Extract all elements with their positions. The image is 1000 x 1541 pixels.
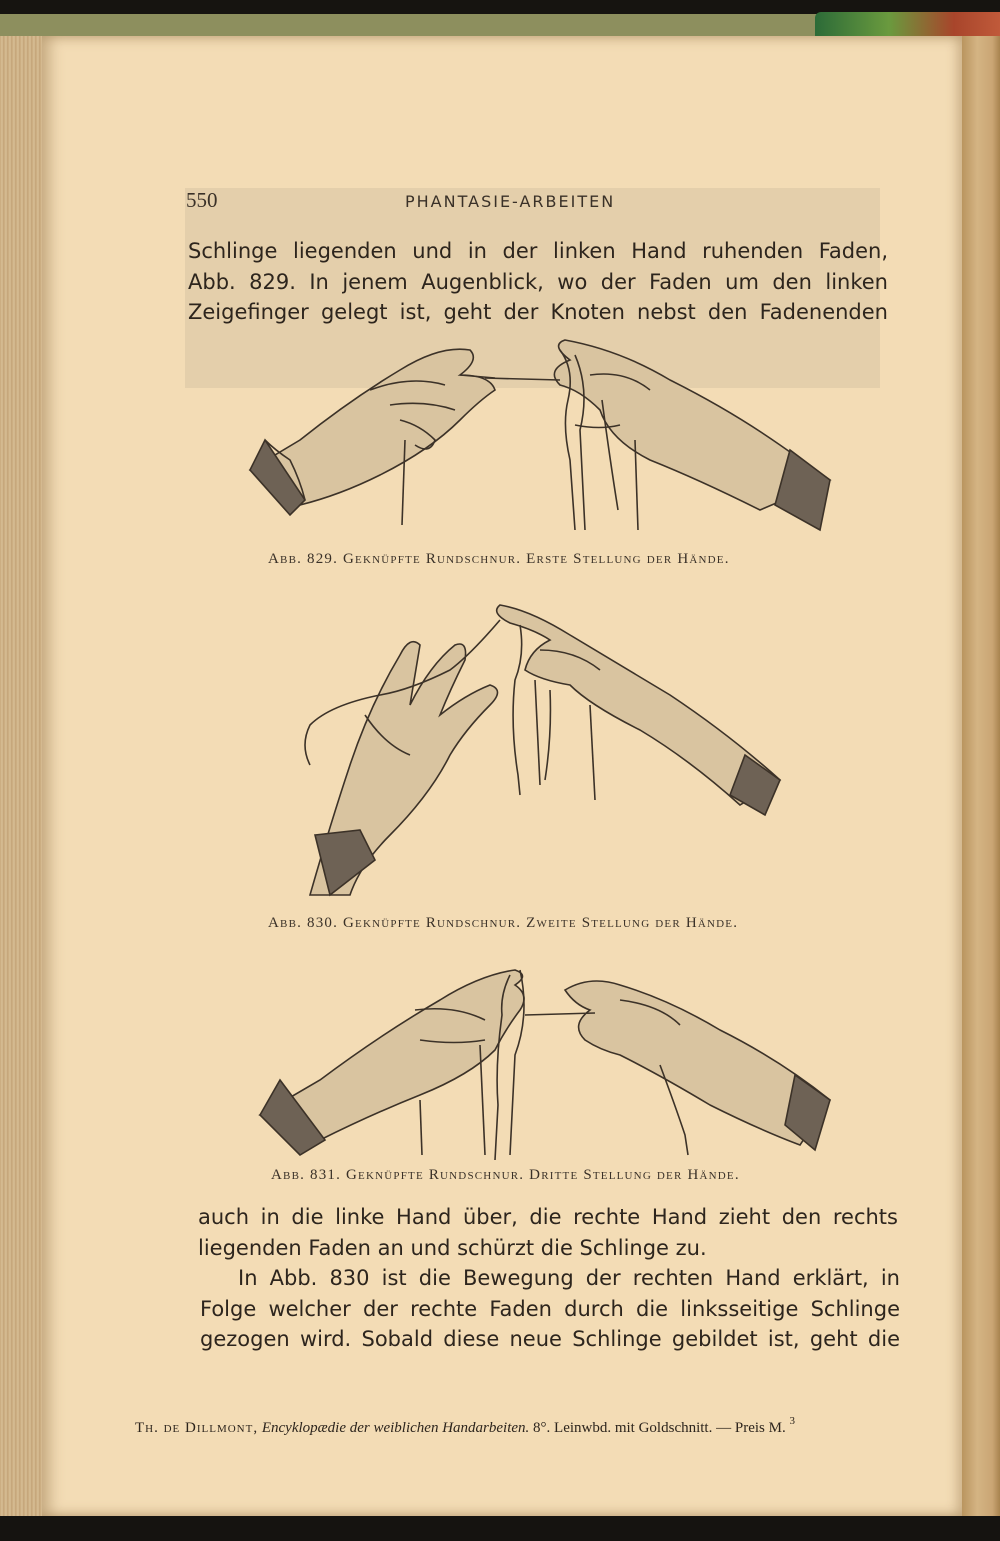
text-line: Schlinge liegenden und in der linken Hand ruhenden Faden, [188, 239, 888, 263]
text-line: Folge welcher der rechte Faden durch die linksseitige Schlinge [200, 1296, 900, 1321]
paragraph-continued [198, 1202, 898, 1263]
text-line-indented: In Abb. 830 ist die Bewegung der rechten Hand erklärt, in [238, 1266, 900, 1290]
text-line: Abb. 829. In jenem Augenblick, wo der Faden um den linken [188, 269, 888, 294]
running-title: PHANTASIE-ARBEITEN [405, 192, 616, 211]
text-line: Zeigefinger gelegt ist, geht der Knoten nebst den Fadenenden [188, 300, 888, 324]
text-line: auch in die linke Hand über, die rechte Hand zieht den rechts [198, 1205, 898, 1229]
paragraph-top [188, 236, 888, 328]
figure-830-caption: Abb. 830. Geknüpfte Rundschnur. Zweite Stellung der Hände. [268, 915, 739, 931]
footer-author: Th. de Dillmont, [135, 1420, 259, 1436]
figure-831-caption: Abb. 831. Geknüpfte Rundschnur. Dritte Stellung der Hände. [271, 1167, 740, 1183]
footer-details: 8°. Leinwbd. mit Goldschnitt. — Preis M. [533, 1420, 786, 1436]
advertisement-footer [135, 1415, 795, 1437]
paragraph-new [200, 1263, 900, 1355]
page-number: 550 [186, 188, 218, 212]
figure-831-illustration [240, 955, 850, 1165]
footer-book-title: Encyklopædie der weiblichen Handarbeiten. [261, 1420, 530, 1436]
figure-829-illustration [230, 330, 850, 540]
text-line: gezogen wird. Sobald diese neue Schlinge gebildet ist, geht die [200, 1327, 900, 1351]
page-stack-left [0, 36, 46, 1516]
bottom-dark-band [0, 1516, 1000, 1541]
page-stack-right [962, 36, 1000, 1516]
figure-829-caption: Abb. 829. Geknüpfte Rundschnur. Erste Stellung der Hände. [268, 551, 730, 567]
footer-price: 3 [789, 1415, 795, 1427]
figure-830-illustration [290, 595, 810, 915]
bookmark-ribbon [815, 12, 1000, 38]
text-line: liegenden Faden an und schürzt die Schlinge zu. [198, 1235, 707, 1260]
